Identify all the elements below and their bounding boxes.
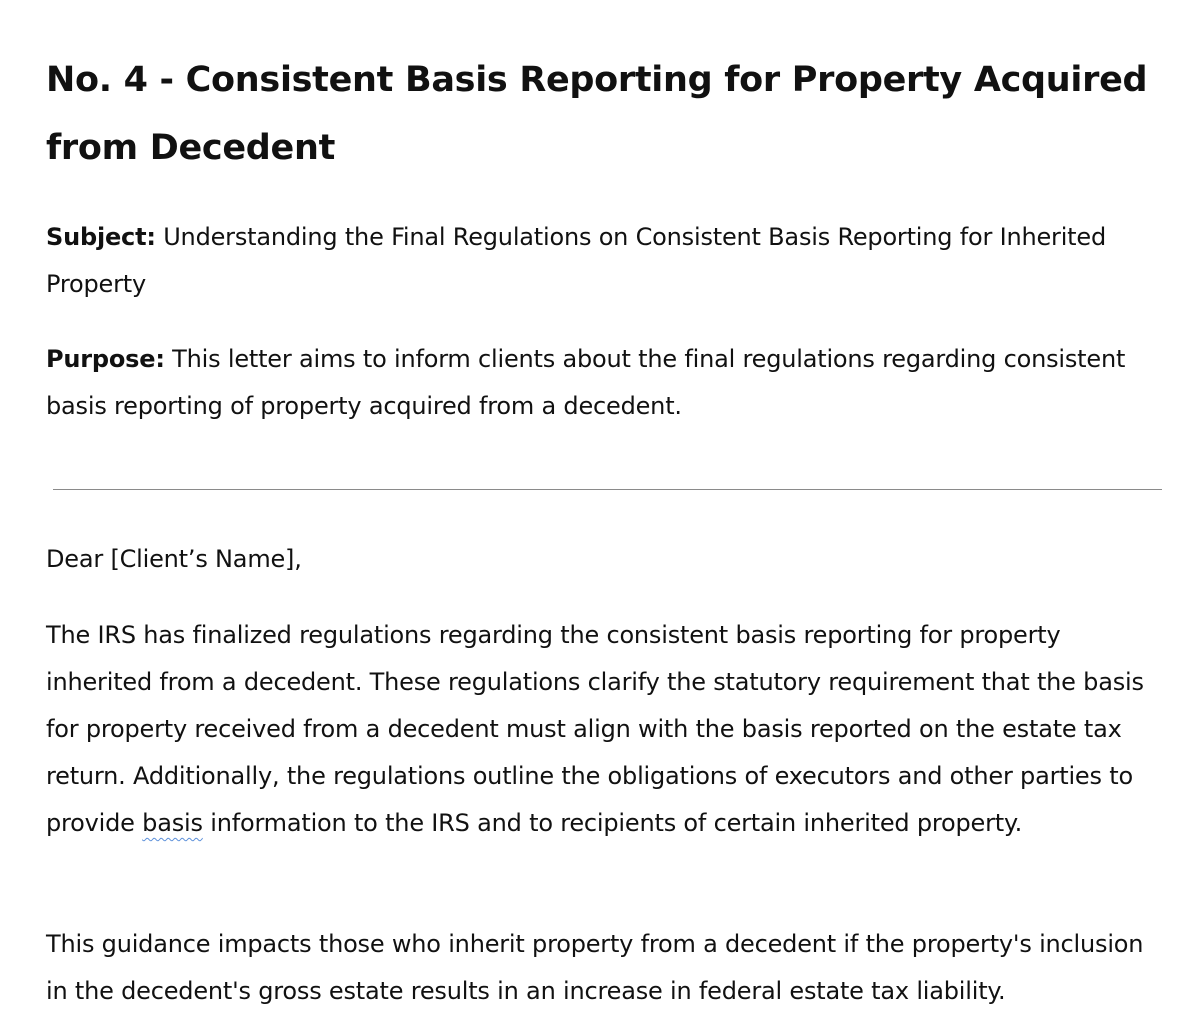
spellcheck-flagged-word[interactable]: basis xyxy=(142,809,203,837)
purpose-line xyxy=(46,336,1171,430)
subject-line xyxy=(46,214,1171,308)
subject-text: Understanding the Final Regulations on Consistent Basis Reporting for Inherited Property xyxy=(46,223,1106,298)
document-title: No. 4 - Consistent Basis Reporting for Property Acquired from Decedent xyxy=(46,60,1148,168)
paragraph-1-text-end: information to the IRS and to recipients of certain inherited property. xyxy=(202,809,1023,837)
letter-greeting: Dear [Client’s Name], xyxy=(46,545,302,573)
purpose-label: Purpose: xyxy=(46,345,165,373)
document-page xyxy=(46,0,1171,430)
letter-paragraph-1[interactable] xyxy=(46,612,1171,847)
paragraph-1-text-start: The IRS has finalized regulations regarding the consistent basis reporting for property inherited from a decedent. These regulations clarify the statutory requirement that the basis for property received from a decedent must align with the basis reported on the estate tax return. Additionally, the regulations outline the obligations of executors and other parties to provide xyxy=(46,621,1144,837)
letter-paragraph-2[interactable]: This guidance impacts those who inherit property from a decedent if the property's inclusion in the decedent's gross estate results in an increase in federal estate tax liability. xyxy=(46,930,1144,1005)
subject-label: Subject: xyxy=(46,223,156,251)
horizontal-divider xyxy=(53,489,1162,490)
purpose-text: This letter aims to inform clients about the final regulations regarding consistent basis reporting of property acquired from a decedent. xyxy=(46,345,1126,420)
